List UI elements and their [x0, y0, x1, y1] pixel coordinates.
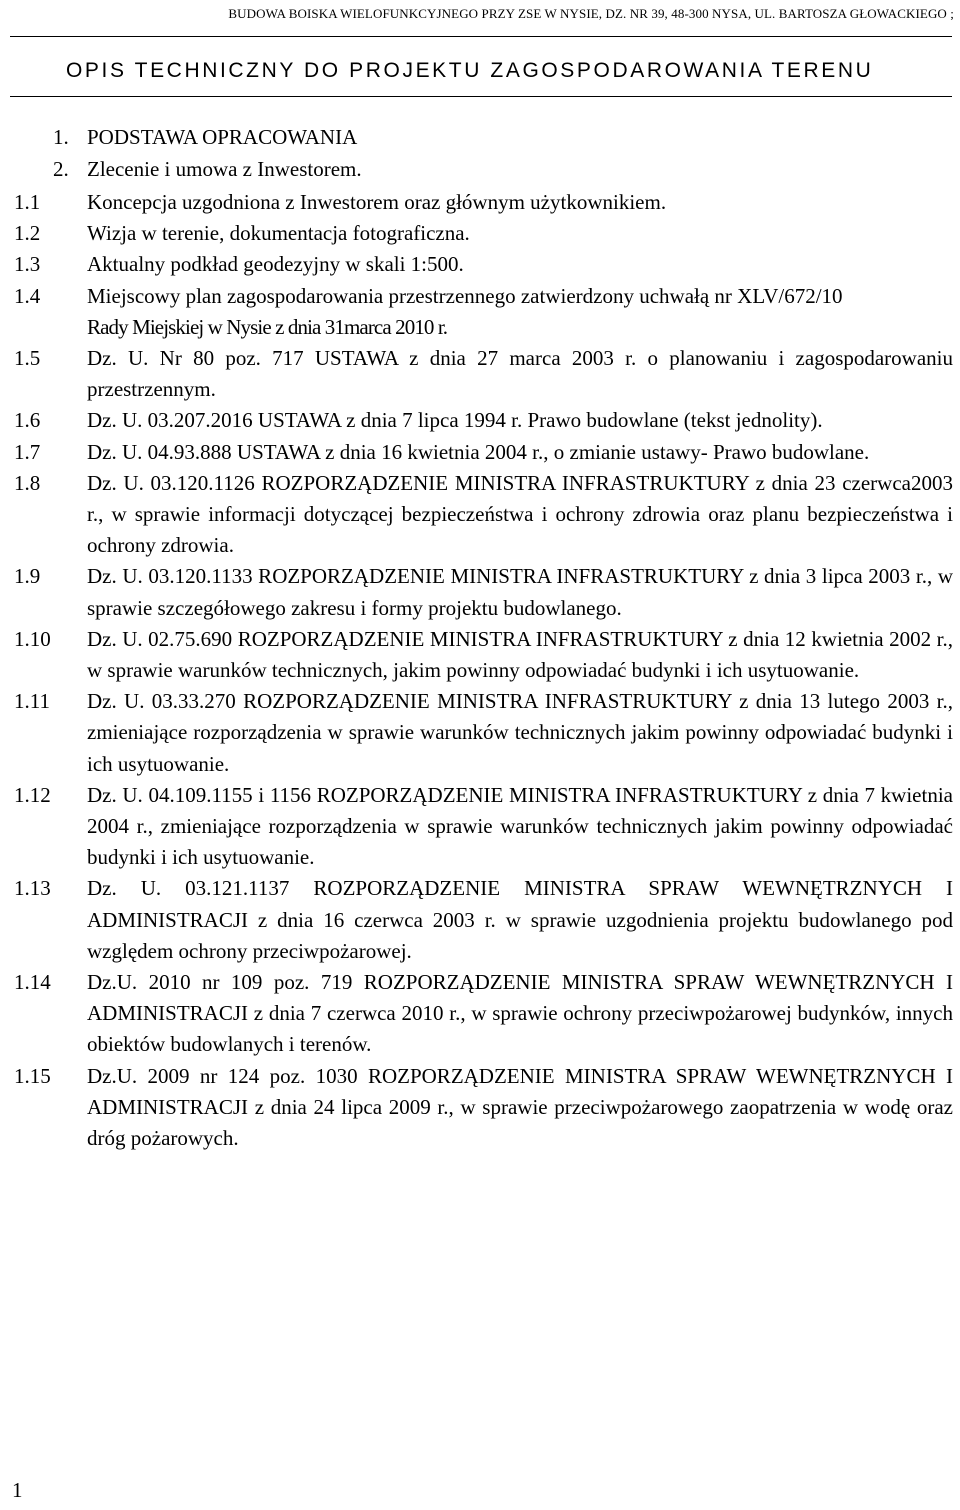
- item-text: [87, 281, 953, 343]
- item-text: Dz. U. 03.207.2016 USTAWA z dnia 7 lipca 1994 r. Prawo budowlane (tekst jednolity).: [87, 408, 823, 433]
- section-title: Zlecenie i umowa z Inwestorem.: [87, 157, 362, 181]
- list-item: [0, 1061, 960, 1155]
- item-text: Dz.U. 2010 nr 109 poz. 719 ROZPORZĄDZENIE MINISTRA SPRAW WEWNĘTRZNYCH I ADMINISTRACJI z dnia 7 czerwca 2010 r., w sprawie ochrony przeciwpożarowej budynków, innych obiektów budowlanych i terenów.: [87, 970, 953, 1057]
- page-header: BUDOWA BOISKA WIELOFUNKCYJNEGO PRZY ZSE W NYSIE, DZ. NR 39, 48-300 NYSA, UL. BARTOSZA GŁOWACKIEGO ;: [228, 6, 954, 21]
- item-number: 1.12: [14, 782, 51, 807]
- item-text: Dz. U. 03.33.270 ROZPORZĄDZENIE MINISTRA INFRASTRUKTURY z dnia 13 lutego 2003 r., zmieniające rozporządzenia w sprawie warunków technicznych jakim powinny odpowiadać budynki i ich usytuowanie.: [87, 689, 953, 776]
- header-rule-bottom: [10, 96, 952, 97]
- list-item: [0, 780, 960, 874]
- item-number: 1.10: [14, 626, 51, 651]
- header-rule-top: [10, 36, 952, 37]
- item-number: 1.15: [14, 1063, 51, 1088]
- list-item: [0, 249, 960, 280]
- list-item: [0, 343, 960, 405]
- list-item: [0, 561, 960, 623]
- item-number: 1.2: [14, 221, 41, 246]
- item-number: 1.3: [14, 252, 41, 277]
- section-title: PODSTAWA OPRACOWANIA: [87, 125, 358, 149]
- list-item: [0, 281, 960, 343]
- item-number: 1.1: [14, 190, 41, 214]
- section-number: 2.: [53, 157, 69, 181]
- item-text: Dz.U. 2009 nr 124 poz. 1030 ROZPORZĄDZENIE MINISTRA SPRAW WEWNĘTRZNYCH I ADMINISTRACJI z dnia 24 lipca 2009 r., w sprawie przeciwpożarowego zaopatrzenia w wodę oraz dróg pożarowych.: [87, 1063, 953, 1151]
- item-number: 1.11: [14, 689, 50, 714]
- item-text: Dz. U. 04.93.888 USTAWA z dnia 16 kwietnia 2004 r., o zmianie ustawy- Prawo budowlane.: [87, 439, 870, 464]
- item-text-line: Rady Miejskiej w Nysie z dnia 31marca 2010 r.: [87, 314, 448, 339]
- item-number: 1.9: [14, 564, 41, 589]
- item-number: 1.4: [14, 283, 41, 308]
- item-text: Dz. U. Nr 80 poz. 717 USTAWA z dnia 27 marca 2003 r. o planowaniu i zagospodarowaniu przestrzennym.: [87, 346, 953, 402]
- item-text: Dz. U. 02.75.690 ROZPORZĄDZENIE MINISTRA INFRASTRUKTURY z dnia 12 kwietnia 2002 r., w sprawie warunków technicznych, jakim powinny odpowiadać budynki i ich usytuowanie.: [87, 626, 953, 683]
- list-item: [0, 468, 960, 562]
- list-item: [0, 437, 960, 468]
- list-item: [0, 405, 960, 436]
- item-number: 1.6: [14, 408, 41, 433]
- list-item: [0, 967, 960, 1061]
- item-number: 1.7: [14, 439, 41, 464]
- list-item: [0, 218, 960, 249]
- item-number: 1.14: [14, 970, 51, 995]
- list-item: [0, 686, 960, 780]
- item-text: Dz. U. 04.109.1155 i 1156 ROZPORZĄDZENIE MINISTRA INFRASTRUKTURY z dnia 7 kwietnia 2004 r., zmieniające rozporządzenia w sprawie warunków technicznych jakim powinny odpowiadać budynki i ich usytuowanie.: [87, 782, 953, 870]
- list-item: [0, 873, 960, 967]
- item-text: Dz. U. 03.121.1137 ROZPORZĄDZENIE MINISTRA SPRAW WEWNĘTRZNYCH I ADMINISTRACJI z dnia 16 czerwca 2003 r. w sprawie uzgodnienia projektu budowlanego pod względem ochrony przeciwpożarowej.: [87, 876, 953, 963]
- list-item: [0, 624, 960, 686]
- item-text: Aktualny podkład geodezyjny w skali 1:500.: [87, 252, 464, 277]
- item-text: Wizja w terenie, dokumentacja fotograficzna.: [87, 221, 470, 246]
- page-number: 1: [12, 1478, 23, 1502]
- list-item: [0, 187, 960, 218]
- item-text: Dz. U. 03.120.1133 ROZPORZĄDZENIE MINISTRA INFRASTRUKTURY z dnia 3 lipca 2003 r., w sprawie szczegółowego zakresu i formy projektu budowlanego.: [87, 564, 953, 620]
- item-number: 1.8: [14, 470, 41, 495]
- section-number: 1.: [53, 125, 69, 149]
- reference-list: [0, 187, 960, 1154]
- item-number: 1.13: [14, 876, 51, 901]
- item-number: 1.5: [14, 346, 41, 371]
- item-text: Koncepcja uzgodniona z Inwestorem oraz głównym użytkownikiem.: [87, 190, 667, 214]
- item-text-line: Miejscowy plan zagospodarowania przestrzennego zatwierdzony uchwałą nr XLV/672/10: [87, 283, 843, 308]
- item-text: Dz. U. 03.120.1126 ROZPORZĄDZENIE MINISTRA INFRASTRUKTURY z dnia 23 czerwca2003 r., w sprawie informacji dotyczącej bezpieczeństwa i ochrony zdrowia oraz planu bezpieczeństwa i ochrony zdrowia.: [87, 470, 953, 558]
- document-title: OPIS TECHNICZNY DO PROJEKTU ZAGOSPODAROWANIA TERENU: [66, 59, 874, 82]
